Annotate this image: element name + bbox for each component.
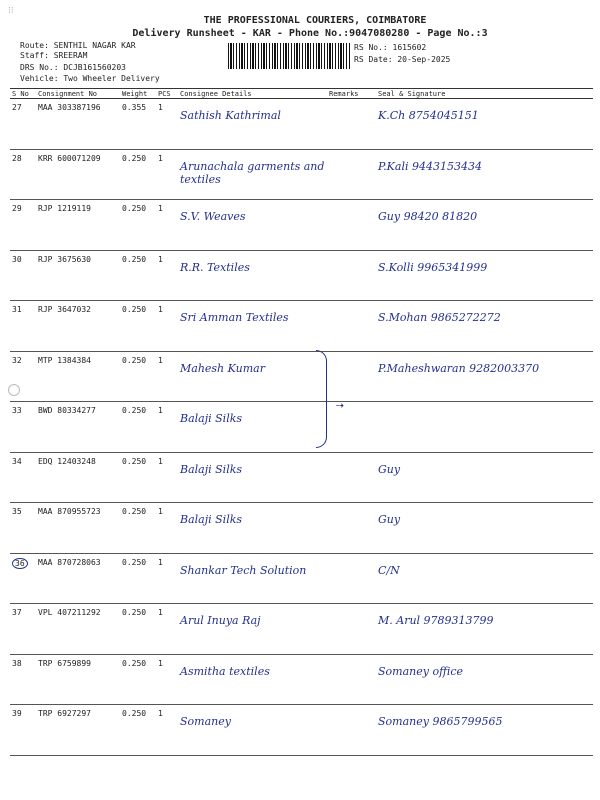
grouping-brace (316, 350, 327, 448)
row-consignment: BWD 80334277 (38, 406, 96, 415)
row-consignment: MAA 303387196 (38, 103, 101, 112)
col-pcs: PCS (156, 89, 178, 99)
row-sno: 33 (12, 406, 22, 415)
row-signature: S.Kolli 9965341999 (378, 260, 488, 274)
table-row (10, 149, 593, 200)
row-sno: 29 (12, 204, 22, 213)
table-row (10, 301, 593, 352)
row-sno: 36 (12, 558, 28, 569)
drs-number: DRS No.: DCJB161560203 (20, 63, 126, 72)
row-weight: 0.250 (122, 456, 147, 466)
row-weight: 0.250 (122, 709, 147, 718)
row-pcs: 1 (158, 103, 163, 112)
table-row (10, 705, 593, 756)
row-pcs: 1 (158, 254, 163, 264)
company-title: THE PROFESSIONAL COURIERS, COIMBATORE (203, 15, 427, 26)
table-row (10, 604, 593, 655)
row-consignee: Arul Inuya Raj (180, 614, 261, 627)
row-pcs: 1 (158, 153, 163, 163)
row-weight: 0.250 (122, 305, 147, 314)
col-signature: Seal & Signature (376, 89, 593, 99)
row-consignee: Balaji Silks (180, 462, 243, 476)
vehicle-label: Vehicle: Two Wheeler Delivery (20, 74, 160, 83)
row-consignment: RJP 3675630 (38, 254, 91, 264)
row-consignee: Sri Amman Textiles (180, 311, 289, 324)
staff-label: Staff: SREERAM (20, 51, 88, 60)
row-consignee: Arunachala garments and textiles (180, 159, 325, 186)
row-signature: Guy (378, 513, 401, 526)
row-consignment: MAA 870955723 (38, 507, 101, 516)
row-weight: 0.250 (122, 153, 147, 163)
runsheet-table (10, 88, 593, 756)
row-consignment: RJP 1219119 (38, 204, 91, 213)
row-consignment: TRP 6759899 (38, 658, 91, 668)
row-signature: Somaney 9865799565 (378, 715, 503, 728)
col-weight: Weight (120, 89, 156, 99)
row-signature: Guy 98420 81820 (378, 210, 478, 223)
scan-mark: ⁝⁝ (8, 6, 14, 16)
barcode (228, 43, 350, 69)
row-pcs: 1 (158, 608, 163, 617)
row-sno: 28 (12, 153, 22, 163)
row-weight: 0.250 (122, 204, 147, 213)
table-header-row (10, 89, 593, 99)
row-sno: 27 (12, 103, 22, 112)
row-consignment: MAA 870728063 (38, 557, 101, 567)
row-pcs: 1 (158, 507, 163, 516)
row-signature: P.Maheshwaran 9282003370 (378, 361, 540, 375)
row-pcs: 1 (158, 355, 163, 365)
row-sno: 38 (12, 658, 22, 668)
row-weight: 0.250 (122, 658, 147, 668)
row-signature: S.Mohan 9865272272 (378, 311, 501, 324)
row-consignee: Somaney (180, 715, 231, 728)
row-consignment: KRR 600071209 (38, 153, 101, 163)
row-consignee: Balaji Silks (180, 513, 243, 526)
row-sno: 37 (12, 608, 22, 617)
row-consignee: Mahesh Kumar (180, 361, 265, 375)
row-sno: 34 (12, 456, 22, 466)
row-consignee: Balaji Silks (180, 412, 243, 425)
row-signature: M. Arul 9789313799 (378, 614, 494, 627)
rs-number: RS No.: 1615602 (354, 43, 427, 52)
row-weight: 0.250 (122, 406, 147, 415)
route-label: Route: SENTHIL NAGAR KAR (20, 41, 136, 50)
row-pcs: 1 (158, 658, 163, 668)
table-row (10, 200, 593, 251)
row-pcs: 1 (158, 204, 163, 213)
table-row (10, 402, 593, 453)
col-consignee: Consignee Details (178, 89, 327, 99)
table-row (10, 452, 593, 503)
table-row (10, 250, 593, 301)
arrow-mark: ⇢ (336, 398, 344, 413)
row-consignee: R.R. Textiles (180, 260, 250, 274)
row-consignment: RJP 3647032 (38, 305, 91, 314)
row-weight: 0.250 (122, 507, 147, 516)
row-consignee: Shankar Tech Solution (180, 563, 307, 577)
row-pcs: 1 (158, 557, 163, 567)
row-signature: P.Kali 9443153434 (378, 159, 482, 173)
col-sno: S No (10, 89, 36, 99)
row-signature: Somaney office (378, 664, 464, 678)
row-consignment: TRP 6927297 (38, 709, 91, 718)
row-pcs: 1 (158, 406, 163, 415)
row-signature: K.Ch 8754045151 (378, 109, 479, 122)
row-consignment: MTP 1384384 (38, 355, 91, 365)
row-consignee: Asmitha textiles (180, 664, 270, 678)
table-row (10, 654, 593, 705)
col-remarks: Remarks (327, 89, 376, 99)
row-weight: 0.355 (122, 103, 147, 112)
row-weight: 0.250 (122, 355, 147, 365)
col-consignment: Consignment No (36, 89, 120, 99)
row-sno: 32 (12, 355, 22, 365)
runsheet-subtitle: Delivery Runsheet - KAR - Phone No.:9047080280 - Page No.:3 (132, 28, 488, 39)
row-signature: C/N (378, 563, 400, 577)
table-row (10, 553, 593, 604)
row-consignee: S.V. Weaves (180, 210, 246, 223)
table-row (10, 503, 593, 554)
rs-date: RS Date: 20-Sep-2025 (354, 55, 451, 64)
row-weight: 0.250 (122, 557, 147, 567)
table-row (10, 351, 593, 402)
row-weight: 0.250 (122, 608, 147, 617)
row-pcs: 1 (158, 456, 163, 466)
row-sno: 30 (12, 254, 22, 264)
row-sno: 39 (12, 709, 22, 718)
row-sno: 35 (12, 507, 22, 516)
row-pcs: 1 (158, 709, 163, 718)
row-sno: 31 (12, 305, 22, 314)
row-consignment: VPL 407211292 (38, 608, 101, 617)
row-pcs: 1 (158, 305, 163, 314)
row-consignment: EDQ 12403248 (38, 456, 96, 466)
table-row (10, 99, 593, 150)
row-consignee: Sathish Kathrimal (180, 109, 281, 122)
row-weight: 0.250 (122, 254, 147, 264)
row-signature: Guy (378, 462, 401, 476)
